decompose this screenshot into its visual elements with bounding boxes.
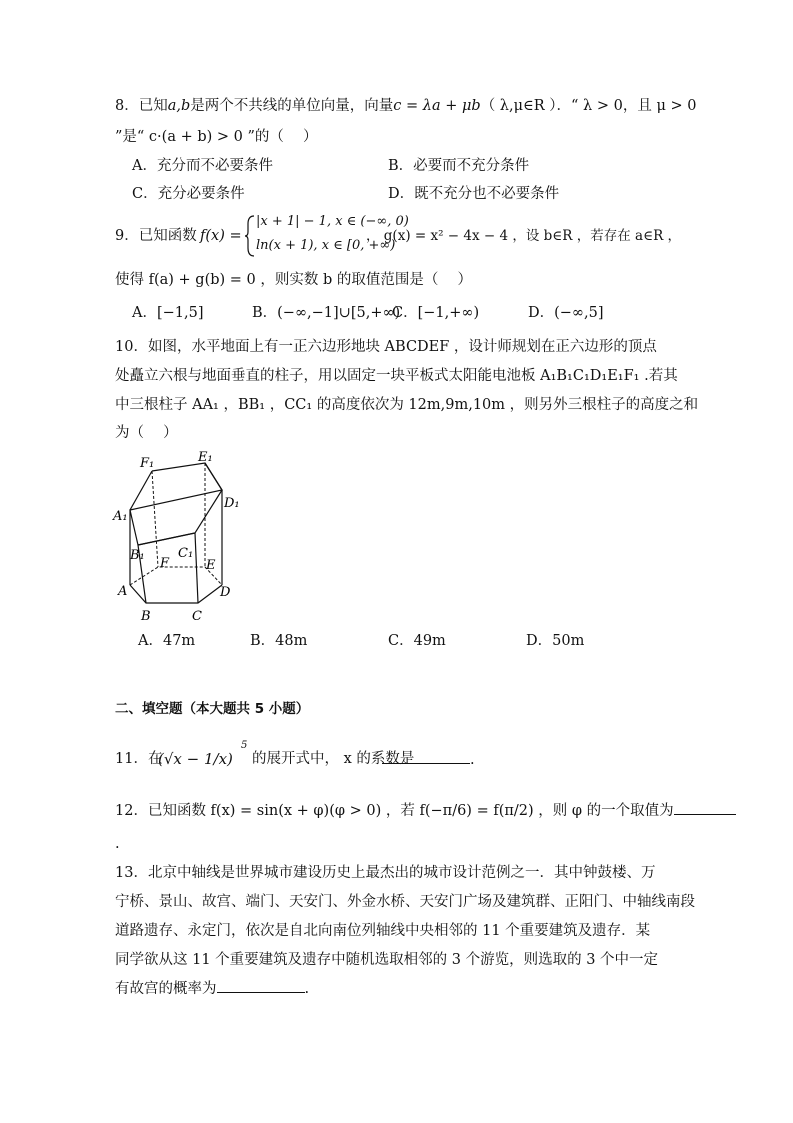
- q10-option-d: D．50m: [526, 633, 585, 649]
- q9-option-b: B．(−∞,−1]∪[5,+∞): [252, 305, 401, 321]
- label-a1: A₁: [113, 509, 128, 524]
- q10-option-b: B．48m: [250, 633, 308, 649]
- q9-option-d: D．(−∞,5]: [528, 305, 604, 321]
- q8-option-d: D．既不充分也不必要条件: [388, 186, 560, 202]
- edge-c1-b1: [138, 533, 195, 545]
- q13-line5-text: 有故宫的概率为: [115, 981, 217, 997]
- panel-edges: [130, 463, 222, 545]
- q11-end: .: [470, 752, 475, 768]
- q13-line5: [115, 978, 309, 999]
- q12-body: 12．已知函数 f(x) = sin(x + φ)(φ > 0) ，若 f(−π/6) = f(π/2) ，则 φ 的一个取值为: [115, 803, 674, 819]
- label-f1: F₁: [140, 456, 155, 471]
- q8-condition: ．“ λ > 0，且 μ > 0: [556, 98, 697, 114]
- q13-line2: 宁桥、景山、故宫、端门、天安门、外金水桥、天安门广场及建筑群、正阳门、中轴线南段: [115, 894, 695, 910]
- edge-e1-d1: [205, 463, 222, 490]
- label-d: D: [220, 585, 231, 600]
- q9-case2: ln(x + 1), x ∈ [0, +∞): [256, 238, 396, 253]
- q9-fx: f(x) =: [200, 228, 242, 244]
- q9-option-c: C．[−1,+∞): [392, 305, 480, 321]
- q13-line4: 同学欲从这 11 个重要建筑及遗存中随机选取相邻的 3 个游览，则选取的 3 个中一定: [115, 952, 659, 968]
- q10-figure: [110, 445, 250, 630]
- q8-line1: [115, 96, 696, 116]
- q13-end: .: [304, 981, 310, 997]
- pillar-f: [152, 471, 158, 567]
- section-title: 二、填空题（本大题共 5 小题）: [115, 701, 310, 717]
- q12-text: [115, 800, 736, 821]
- q11-prefix: 11．在: [115, 751, 163, 767]
- q9-line2: 使得 f(a) + g(b) = 0 ，则实数 b 的取值范围是（ ）: [115, 272, 472, 288]
- label-e1: E₁: [198, 450, 213, 465]
- q8-option-a: A．充分而不必要条件: [132, 158, 273, 174]
- q8-paren: （ λ,μ∈R ）: [480, 98, 557, 114]
- label-f: F: [160, 556, 170, 571]
- q13-answer-blank[interactable]: [217, 978, 305, 993]
- label-b1: B₁: [130, 548, 145, 563]
- q9-suffix: ， g(x) = x² − 4x − 4 ，设 b∈R ，若存在 a∈R ，: [366, 228, 682, 244]
- q11-suffix: 的展开式中， x 的系数是: [252, 751, 415, 767]
- q9-option-a: A．[−1,5]: [132, 305, 204, 321]
- q9-case1: |x + 1| − 1, x ∈ (−∞, 0): [256, 214, 409, 229]
- q12-answer-blank[interactable]: [674, 800, 736, 815]
- label-c1: C₁: [178, 546, 194, 561]
- label-a: A: [118, 584, 128, 599]
- q8-option-b: B．必要而不充分条件: [388, 158, 530, 174]
- q11-answer-blank[interactable]: [382, 749, 475, 770]
- q10-line1: 10．如图，水平地面上有一正六边形地块 ABCDEF ，设计师规划在正六边形的顶点: [115, 339, 657, 355]
- q8-line2: ”是“ c·(a + b) > 0 ”的（ ）: [115, 129, 318, 145]
- q8-prefix: 8．已知: [115, 98, 168, 114]
- q8-option-c: C．充分必要条件: [132, 186, 245, 202]
- edge-f1-a1: [130, 471, 152, 510]
- q8-formula: c = λa + μb: [393, 98, 481, 114]
- label-e: E: [206, 558, 216, 573]
- q10-line3: 中三根柱子 AA₁ ，BB₁ ，CC₁ 的高度依次为 12m,9m,10m ，则另外三根柱子的高度之和: [115, 397, 699, 413]
- q11-exponent: 5: [241, 740, 248, 751]
- label-d1: D₁: [224, 496, 240, 511]
- q10-line4: 为（ ）: [115, 425, 178, 441]
- label-b: B: [141, 609, 151, 624]
- q8-vectors: a,b: [167, 98, 191, 114]
- q9-brace: [244, 214, 256, 258]
- q10-line2: 处矗立六根与地面垂直的柱子，用以固定一块平板式太阳能电池板 A₁B₁C₁D₁E₁F₁ .若其: [115, 368, 678, 384]
- pillar-c: [195, 533, 198, 603]
- q11-expr: (√x − 1/x): [158, 750, 233, 768]
- q9-prefix: 9．已知函数: [115, 228, 197, 244]
- q10-option-a: A．47m: [138, 633, 196, 649]
- q12-line2: .: [115, 836, 120, 852]
- q10-option-c: C．49m: [388, 633, 446, 649]
- q8-mid: 是两个不共线的单位向量，向量: [190, 98, 394, 114]
- q13-line3: 道路遗存、永定门，依次是自北向南位列轴线中央相邻的 11 个重要建筑及遗存．某: [115, 923, 651, 939]
- label-c: C: [192, 609, 202, 624]
- q13-line1: 13．北京中轴线是世界城市建设历史上最杰出的城市设计范例之一．其中钟鼓楼、万: [115, 865, 656, 881]
